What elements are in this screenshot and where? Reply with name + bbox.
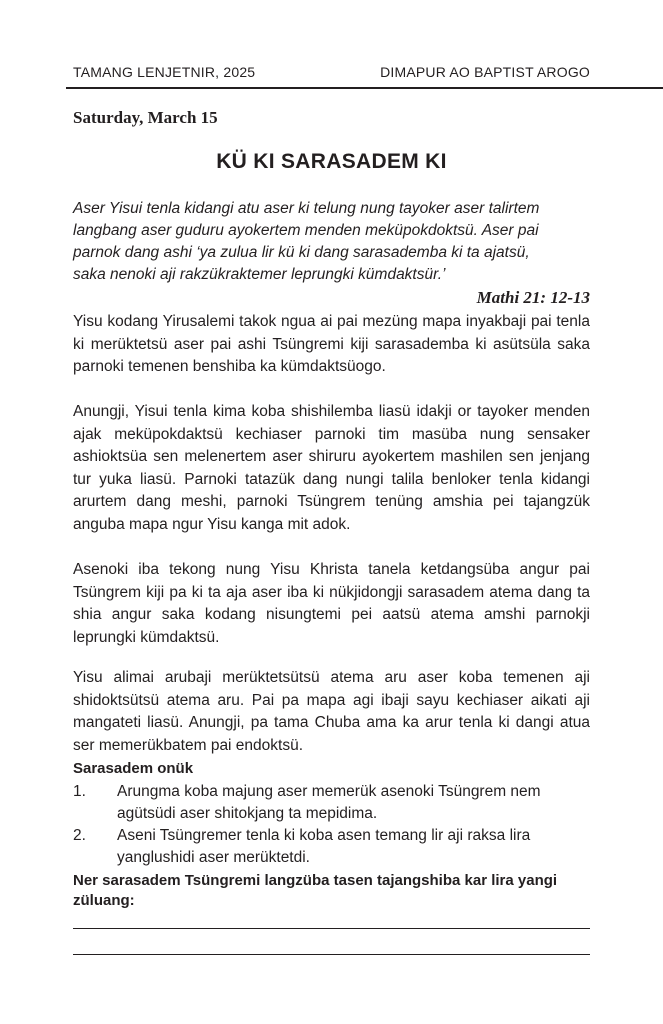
body-paragraph: Asenoki iba tekong nung Yisu Khrista tanela ketdangsüba angur pai Tsüngrem kiji pa ki ta aja aser iba ki nükjidongji sarasadem atema dang ta shia angur saka kodang nisungtemi pei aatsü atema amshi parnokji leprungki kümdaktsü.: [73, 561, 590, 646]
verse-line: saka nenoki aji rakzükraktemer leprungki kümdaktsür.’: [73, 266, 446, 283]
scripture-reference: Mathi 21: 12-13: [476, 288, 590, 307]
header-organization: DIMAPUR AO BAPTIST AROGO: [380, 64, 590, 80]
header-publication: TAMANG LENJETNIR, 2025: [73, 64, 256, 80]
entry-date: Saturday, March 15: [73, 108, 218, 127]
verse-line: Aser Yisui tenla kidangi atu aser ki telung nung tayoker aser talirtem: [73, 200, 540, 217]
prayer-item-text: Arungma koba majung aser memerük asenoki Tsüngrem nem agütsüdi aser shitokjang ta mepidima.: [117, 783, 541, 822]
prayer-item-number: 1.: [73, 783, 86, 800]
page-header: [73, 64, 590, 84]
answer-line[interactable]: [73, 954, 590, 955]
answer-line[interactable]: [73, 928, 590, 929]
prayer-item-text: Aseni Tsüngremer tenla ki koba asen temang lir aji raksa lira yanglushidi aser merüktetdi.: [117, 827, 531, 866]
prayer-heading: Sarasadem onük: [73, 760, 194, 777]
verse-line: parnok dang ashi ‘ya zulua lir kü ki dang sarasademba ki ta ajatsü,: [73, 244, 530, 261]
body-paragraph: Anungji, Yisui tenla kima koba shishilemba liasü idakji or tayoker menden ajak meküpokdaktsü kechiaser parnoki tim masüba nung sensaker ashioktsüa sen melenertem aser shiruru ayokertem mashilen sen jenjang tur yuka liasü. Parnoki tatazük dang nungi talila benloker tenla kidangi arurtem dang meshi, parnoki Tsüngrem tenüng amshia pei tajangzük anguba mapa ngur Yisu kanga mit adok.: [73, 403, 590, 533]
writing-prompt: Ner sarasadem Tsüngremi langzüba tasen tajangshiba kar lira yangi züluang:: [73, 872, 558, 909]
header-divider: [66, 87, 663, 89]
prayer-item-number: 2.: [73, 827, 86, 844]
entry-title: KÜ KI SARASADEM KI: [216, 150, 447, 173]
body-paragraph: Yisu kodang Yirusalemi takok ngua ai pai mezüng mapa inyakbaji pai tenla ki merüktetsü aser pai ashi Tsüngremi kiji sarasademba ki asütsüla saka parnoki temenen benshiba ka kümdaktsüogo.: [73, 313, 590, 375]
verse-line: langbang aser guduru ayokertem menden meküpokdoktsü. Aser pai: [73, 222, 539, 239]
scripture-verse: [73, 198, 590, 286]
body-paragraph: Yisu alimai arubaji merüktetsütsü atema aru aser koba temenen aji shidoktsütsü atema aru. Pai pa mapa agi ibaji sayu kechiaser aikati aji mangateti liasü. Anungji, pa tama Chuba ama ka arur tenla ki dangi atua ser memerükbatem pai endoktsü.: [73, 669, 590, 754]
